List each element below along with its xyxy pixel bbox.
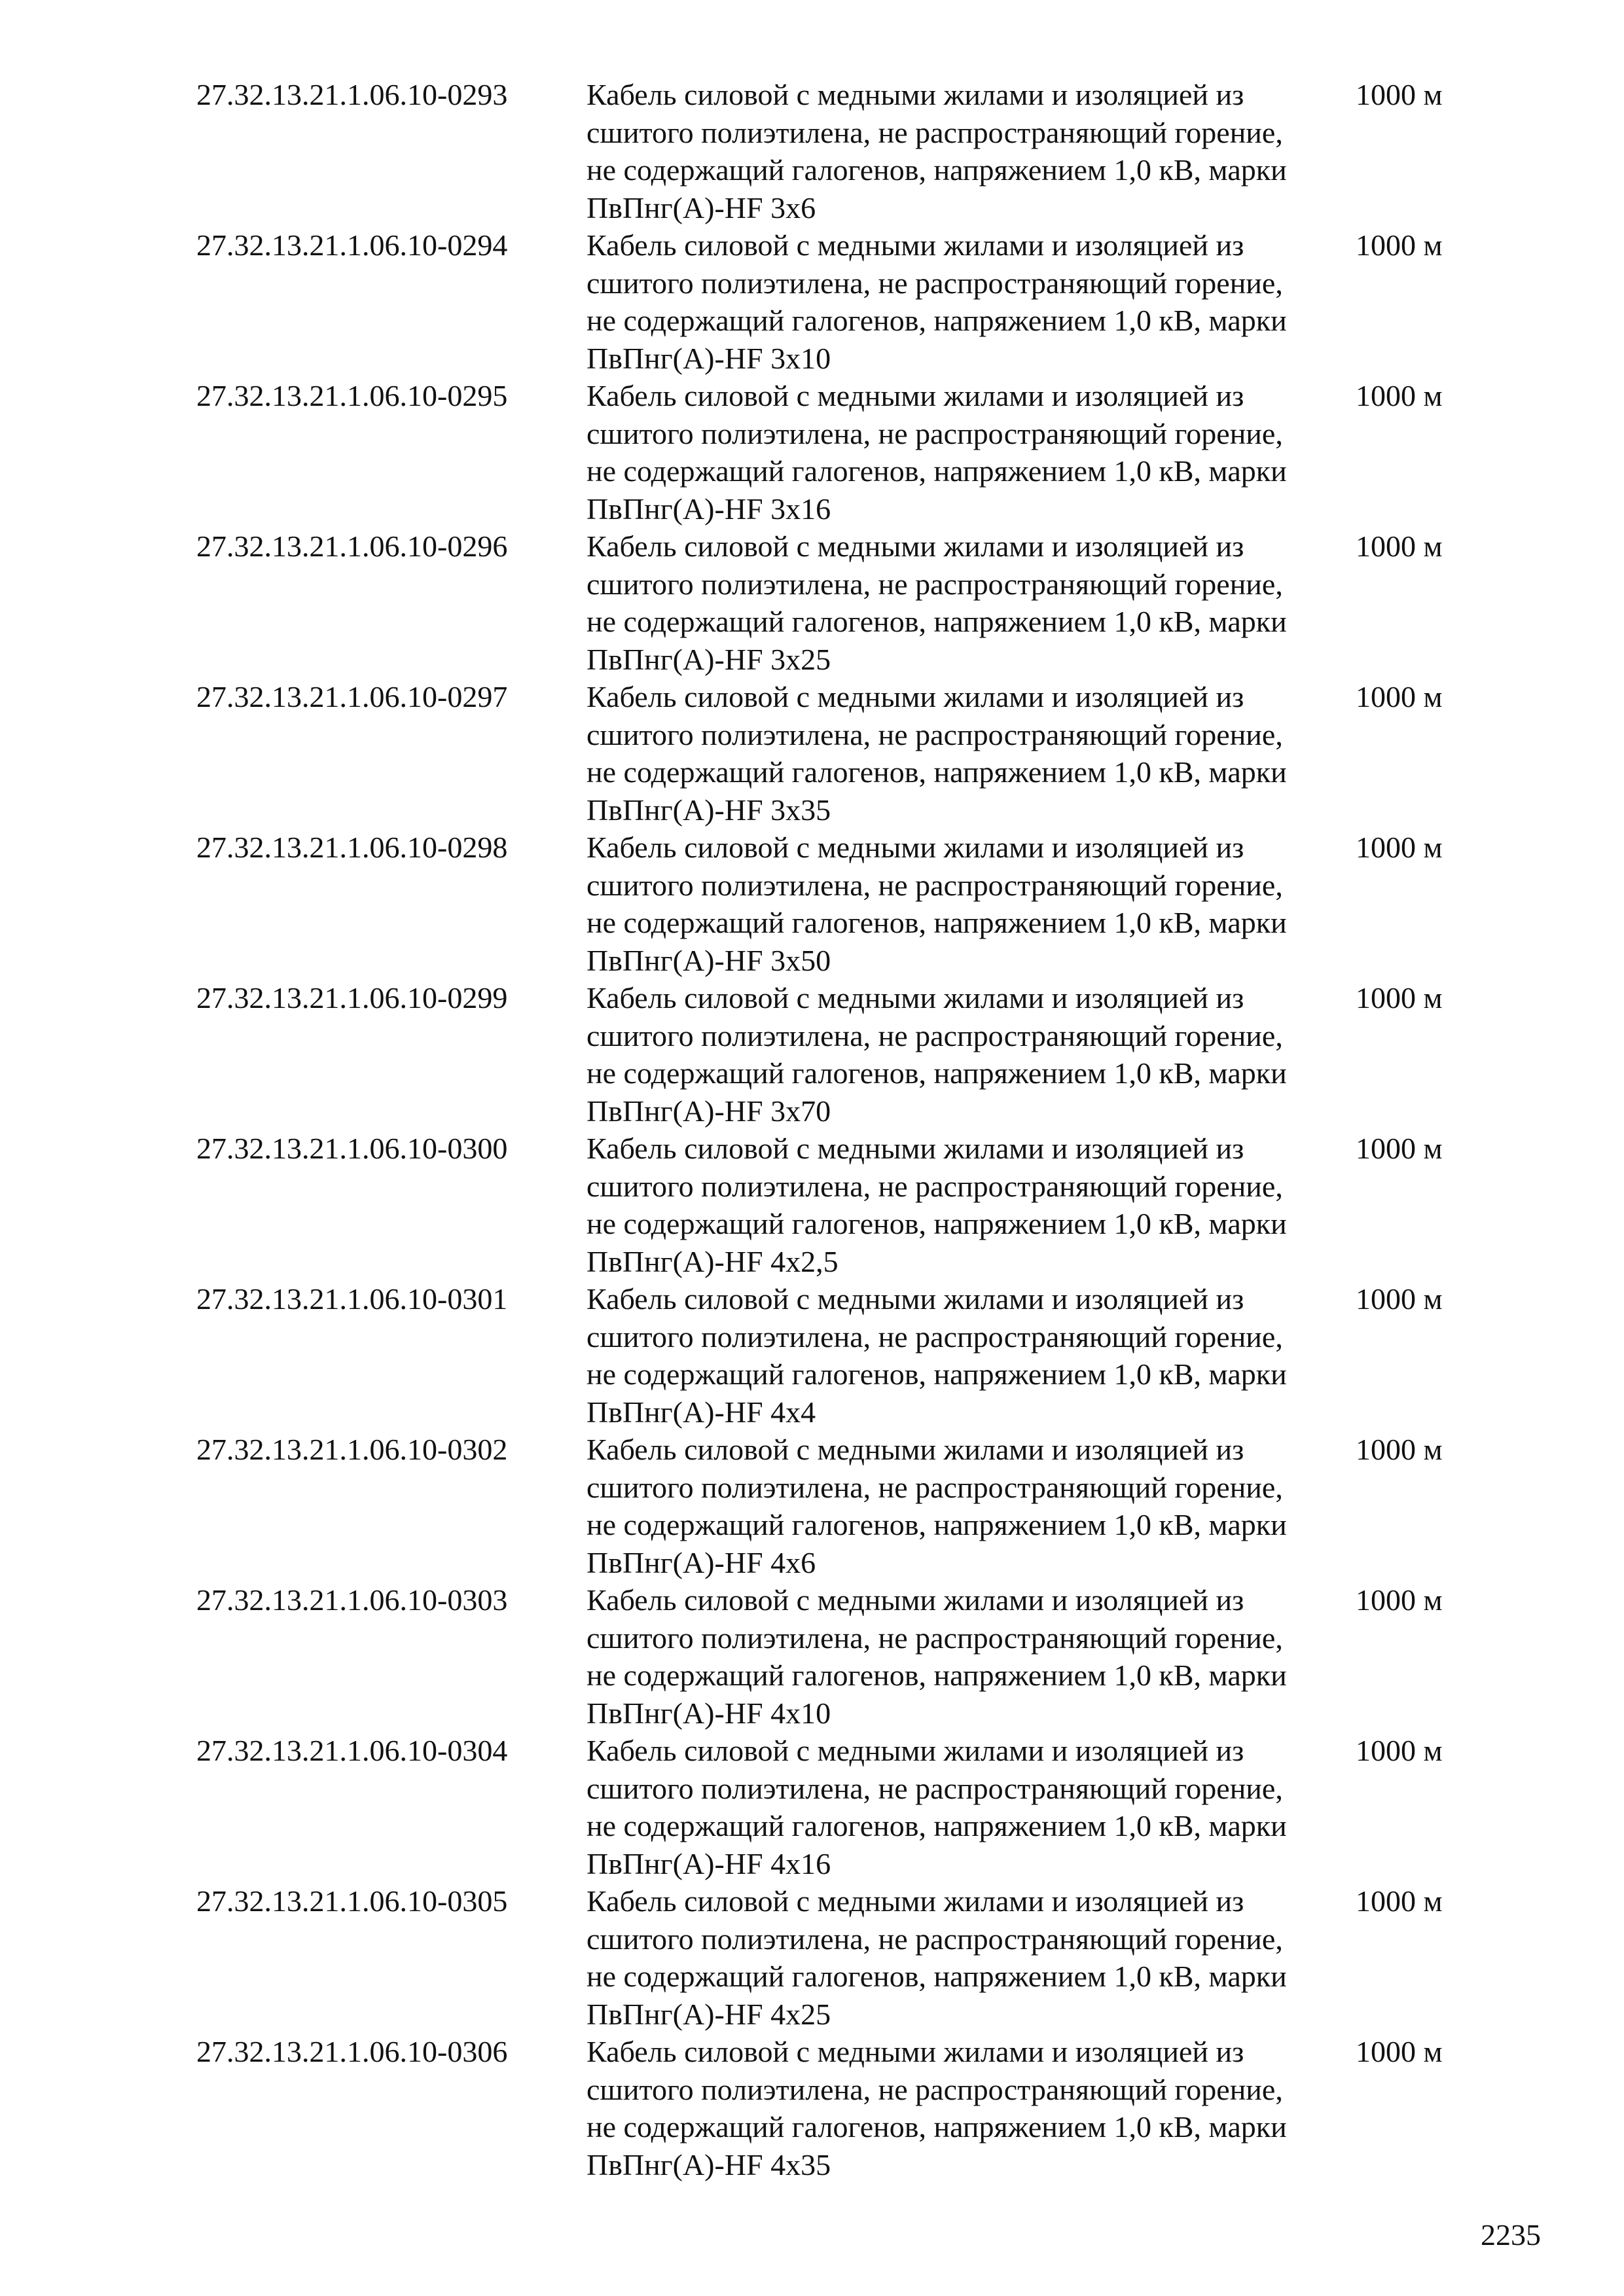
resource-description: Кабель силовой с медными жилами и изоляцией из сшитого полиэтилена, не распространяющий горение, не содержащий галогенов, напряжением 1,0 кВ, марки ПвПнг(А)-HF 4х4: [586, 1282, 1287, 1429]
table-row: [196, 226, 1506, 377]
table-row: [196, 528, 1506, 678]
table-row: [196, 377, 1506, 528]
measurement-unit: 1000 м: [1356, 78, 1443, 111]
resource-description: Кабель силовой с медными жилами и изоляцией из сшитого полиэтилена, не распространяющий горение, не содержащий галогенов, напряжением 1,0 кВ, марки ПвПнг(А)-HF 4х10: [586, 1583, 1287, 1730]
resource-code: 27.32.13.21.1.06.10-0305: [196, 1884, 508, 1918]
measurement-unit: 1000 м: [1356, 1734, 1443, 1767]
table-row: [196, 829, 1506, 979]
resource-code: 27.32.13.21.1.06.10-0300: [196, 1132, 508, 1165]
resource-code: 27.32.13.21.1.06.10-0304: [196, 1734, 508, 1767]
resource-description: Кабель силовой с медными жилами и изоляцией из сшитого полиэтилена, не распространяющий горение, не содержащий галогенов, напряжением 1,0 кВ, марки ПвПнг(А)-HF 3х6: [586, 78, 1287, 224]
resource-description: Кабель силовой с медными жилами и изоляцией из сшитого полиэтилена, не распространяющий горение, не содержащий галогенов, напряжением 1,0 кВ, марки ПвПнг(А)-HF 4х6: [586, 1433, 1287, 1579]
measurement-unit: 1000 м: [1356, 2035, 1443, 2068]
measurement-unit: 1000 м: [1356, 680, 1443, 713]
resource-description: Кабель силовой с медными жилами и изоляцией из сшитого полиэтилена, не распространяющий горение, не содержащий галогенов, напряжением 1,0 кВ, марки ПвПнг(А)-HF 3х25: [586, 529, 1287, 676]
resource-description: Кабель силовой с медными жилами и изоляцией из сшитого полиэтилена, не распространяющий горение, не содержащий галогенов, напряжением 1,0 кВ, марки ПвПнг(А)-HF 4х16: [586, 1734, 1287, 1880]
resource-description: Кабель силовой с медными жилами и изоляцией из сшитого полиэтилена, не распространяющий горение, не содержащий галогенов, напряжением 1,0 кВ, марки ПвПнг(А)-HF 3х70: [586, 981, 1287, 1128]
measurement-unit: 1000 м: [1356, 228, 1443, 262]
resource-code: 27.32.13.21.1.06.10-0297: [196, 680, 508, 713]
measurement-unit: 1000 м: [1356, 1884, 1443, 1918]
resource-code: 27.32.13.21.1.06.10-0302: [196, 1433, 508, 1466]
resource-code: 27.32.13.21.1.06.10-0294: [196, 228, 508, 262]
table-row: [196, 1130, 1506, 1280]
resource-code: 27.32.13.21.1.06.10-0295: [196, 379, 508, 412]
resource-code: 27.32.13.21.1.06.10-0301: [196, 1282, 508, 1316]
measurement-unit: 1000 м: [1356, 831, 1443, 864]
resource-code: 27.32.13.21.1.06.10-0298: [196, 831, 508, 864]
resource-description: Кабель силовой с медными жилами и изоляцией из сшитого полиэтилена, не распространяющий горение, не содержащий галогенов, напряжением 1,0 кВ, марки ПвПнг(А)-HF 4х2,5: [586, 1132, 1287, 1278]
table-row: [196, 1280, 1506, 1431]
resource-description: Кабель силовой с медными жилами и изоляцией из сшитого полиэтилена, не распространяющий горение, не содержащий галогенов, напряжением 1,0 кВ, марки ПвПнг(А)-HF 3х50: [586, 831, 1287, 977]
table-row: [196, 1581, 1506, 1732]
page-number: 2235: [1481, 2218, 1541, 2251]
resource-description: Кабель силовой с медными жилами и изоляцией из сшитого полиэтилена, не распространяющий горение, не содержащий галогенов, напряжением 1,0 кВ, марки ПвПнг(А)-HF 4х35: [586, 2035, 1287, 2181]
measurement-unit: 1000 м: [1356, 1433, 1443, 1466]
measurement-unit: 1000 м: [1356, 1282, 1443, 1316]
table-row: [196, 1431, 1506, 1581]
resource-description: Кабель силовой с медными жилами и изоляцией из сшитого полиэтилена, не распространяющий горение, не содержащий галогенов, напряжением 1,0 кВ, марки ПвПнг(А)-HF 4х25: [586, 1884, 1287, 2031]
table-row: [196, 1732, 1506, 1882]
table-row: [196, 76, 1506, 226]
table-row: [196, 678, 1506, 829]
table-row: [196, 1882, 1506, 2033]
table-row: [196, 979, 1506, 1130]
measurement-unit: 1000 м: [1356, 379, 1443, 412]
resource-description: Кабель силовой с медными жилами и изоляцией из сшитого полиэтилена, не распространяющий горение, не содержащий галогенов, напряжением 1,0 кВ, марки ПвПнг(А)-HF 3х16: [586, 379, 1287, 526]
resource-description: Кабель силовой с медными жилами и изоляцией из сшитого полиэтилена, не распространяющий горение, не содержащий галогенов, напряжением 1,0 кВ, марки ПвПнг(А)-HF 3х10: [586, 228, 1287, 375]
resource-code: 27.32.13.21.1.06.10-0306: [196, 2035, 508, 2068]
resource-description: Кабель силовой с медными жилами и изоляцией из сшитого полиэтилена, не распространяющий горение, не содержащий галогенов, напряжением 1,0 кВ, марки ПвПнг(А)-HF 3х35: [586, 680, 1287, 827]
measurement-unit: 1000 м: [1356, 981, 1443, 1014]
measurement-unit: 1000 м: [1356, 1583, 1443, 1617]
resource-code: 27.32.13.21.1.06.10-0299: [196, 981, 508, 1014]
resource-code: 27.32.13.21.1.06.10-0303: [196, 1583, 508, 1617]
catalog-table: [196, 76, 1506, 2183]
measurement-unit: 1000 м: [1356, 1132, 1443, 1165]
resource-code: 27.32.13.21.1.06.10-0293: [196, 78, 508, 111]
table-row: [196, 2033, 1506, 2183]
measurement-unit: 1000 м: [1356, 529, 1443, 563]
resource-code: 27.32.13.21.1.06.10-0296: [196, 529, 508, 563]
